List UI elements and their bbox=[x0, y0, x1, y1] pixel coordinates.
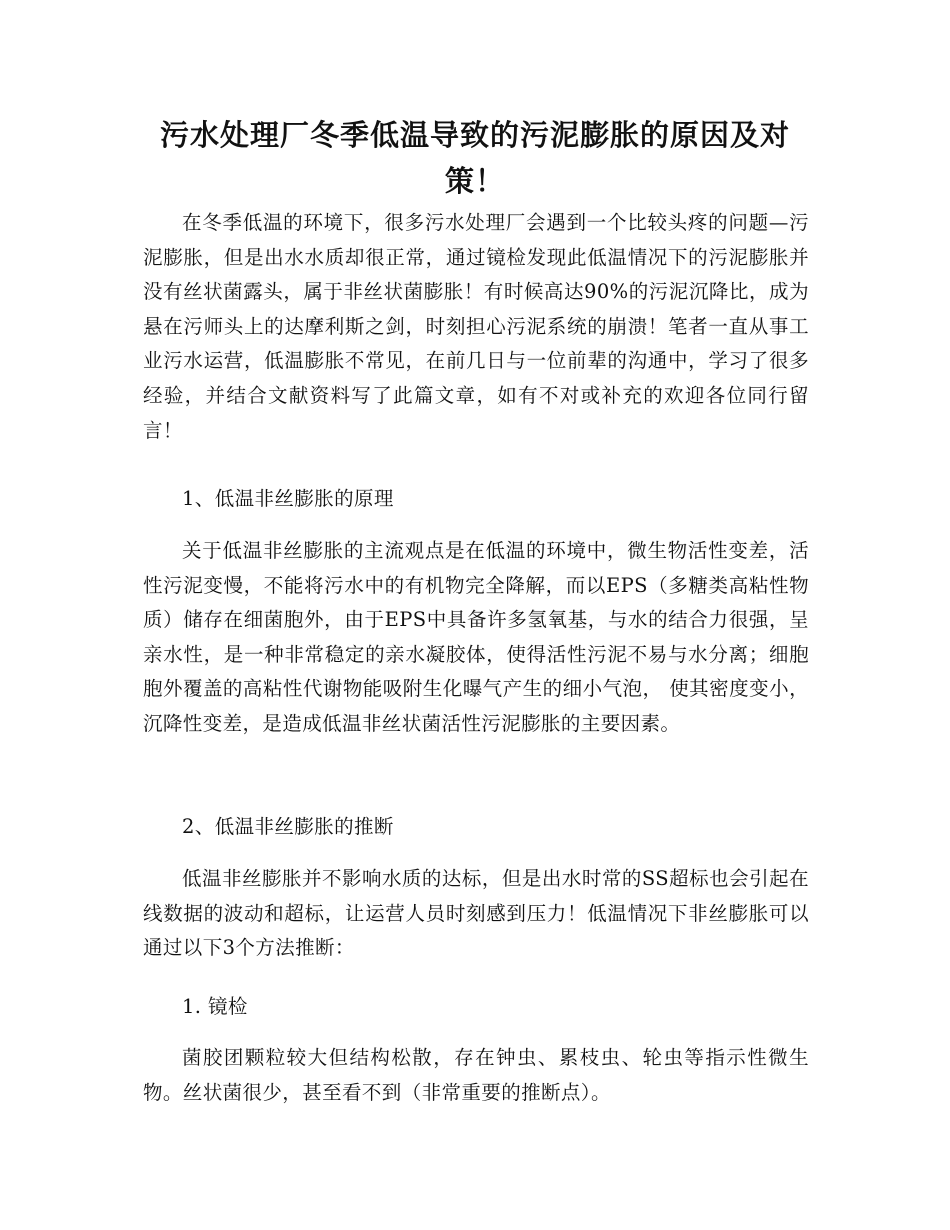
microscopy-paragraph: 菌胶团颗粒较大但结构松散，存在钟虫、累枝虫、轮虫等指示性微生物。丝状菌很少，甚至看不到（非常重要的推断点）。 bbox=[143, 1046, 809, 1104]
page-title: 污水处理厂冬季低温导致的污泥膨胀的原因及对策！ bbox=[159, 118, 790, 198]
section-heading-principle: 1、低温非丝膨胀的原理 bbox=[182, 487, 394, 510]
intro-paragraph: 在冬季低温的环境下，很多污水处理厂会遇到一个比较头疼的问题—污泥膨胀，但是出水水质却很正常，通过镜检发现此低温情况下的污泥膨胀并没有丝状菌露头，属于非丝状菌膨胀！有时候高达90%的污泥沉降比，成为悬在污师头上的达摩利斯之剑，时刻担心污泥系统的崩溃！笔者一直从事工业污水运营，低温膨胀不常见，在前几日与一位前辈的沟通中，学习了很多经验，并结合文献资料写了此篇文章，如有不对或补充的欢迎各位同行留言！ bbox=[143, 211, 809, 442]
section-heading-inference: 2、低温非丝膨胀的推断 bbox=[182, 815, 394, 838]
inference-paragraph: 低温非丝膨胀并不影响水质的达标，但是出水时常的SS超标也会引起在线数据的波动和超标，让运营人员时刻感到压力！低温情况下非丝膨胀可以通过以下3个方法推断： bbox=[143, 867, 809, 960]
subsection-heading-microscopy: 1. 镜检 bbox=[182, 995, 248, 1018]
principle-paragraph: 关于低温非丝膨胀的主流观点是在低温的环境中，微生物活性变差，活性污泥变慢，不能将污水中的有机物完全降解，而以EPS（多糖类高粘性物质）储存在细菌胞外，由于EPS中具备许多氢氧基，与水的结合力很强，呈亲水性，是一种非常稳定的亲水凝胶体，使得活性污泥不易与水分离；细胞胞外覆盖的高粘性代谢物能吸附生化曝气产生的细小气泡， 使其密度变小，沉降性变差，是造成低温非丝状菌活性污泥膨胀的主要因素。 bbox=[143, 539, 809, 735]
